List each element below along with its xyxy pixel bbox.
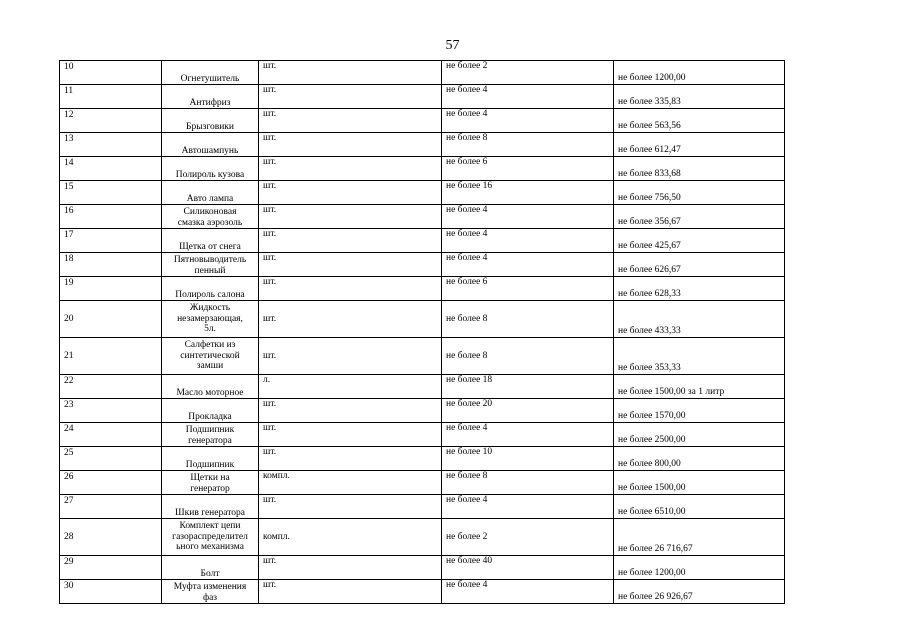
item-price: не более 2500,00 bbox=[614, 423, 785, 447]
table-row bbox=[60, 471, 785, 495]
item-price: не более 626,67 bbox=[614, 253, 785, 277]
item-unit: шт. bbox=[259, 253, 442, 277]
item-price: не более 425,67 bbox=[614, 229, 785, 253]
table-row bbox=[60, 447, 785, 471]
table-row bbox=[60, 338, 785, 375]
row-number: 30 bbox=[60, 580, 162, 604]
item-unit: шт. bbox=[259, 205, 442, 229]
item-unit: шт. bbox=[259, 157, 442, 181]
item-quantity: не более 4 bbox=[442, 229, 614, 253]
row-number: 27 bbox=[60, 495, 162, 519]
table-row bbox=[60, 205, 785, 229]
item-quantity: не более 40 bbox=[442, 556, 614, 580]
row-number: 12 bbox=[60, 109, 162, 133]
row-number: 28 bbox=[60, 519, 162, 556]
row-number: 18 bbox=[60, 253, 162, 277]
item-price: не более 1500,00 за 1 литр bbox=[614, 375, 785, 399]
item-name: Комплект цепи газораспределител ьного механизма bbox=[162, 519, 259, 556]
item-quantity: не более 2 bbox=[442, 519, 614, 556]
item-name: Шкив генератора bbox=[162, 495, 259, 519]
item-quantity: не более 4 bbox=[442, 205, 614, 229]
item-unit: шт. bbox=[259, 85, 442, 109]
item-unit: шт. bbox=[259, 495, 442, 519]
item-name: Подшипник генератора bbox=[162, 423, 259, 447]
item-price: не более 6510,00 bbox=[614, 495, 785, 519]
item-name: Прокладка bbox=[162, 399, 259, 423]
item-unit: шт. bbox=[259, 556, 442, 580]
item-quantity: не более 4 bbox=[442, 495, 614, 519]
item-unit: шт. bbox=[259, 277, 442, 301]
table-row bbox=[60, 556, 785, 580]
item-quantity: не более 8 bbox=[442, 338, 614, 375]
item-name: Муфта изменения фаз bbox=[162, 580, 259, 604]
item-unit: шт. bbox=[259, 301, 442, 338]
row-number: 16 bbox=[60, 205, 162, 229]
item-unit: шт. bbox=[259, 447, 442, 471]
item-name: Брызговики bbox=[162, 109, 259, 133]
page-number: 57 bbox=[445, 38, 460, 53]
item-quantity: не более 4 bbox=[442, 423, 614, 447]
table-row bbox=[60, 580, 785, 604]
item-name: Болт bbox=[162, 556, 259, 580]
item-unit: шт. bbox=[259, 423, 442, 447]
table-row bbox=[60, 61, 785, 85]
row-number: 15 bbox=[60, 181, 162, 205]
item-price: не более 1200,00 bbox=[614, 556, 785, 580]
item-quantity: не более 10 bbox=[442, 447, 614, 471]
table-row bbox=[60, 375, 785, 399]
item-name: Подшипник bbox=[162, 447, 259, 471]
item-unit: шт. bbox=[259, 181, 442, 205]
row-number: 10 bbox=[60, 61, 162, 85]
row-number: 14 bbox=[60, 157, 162, 181]
table-row bbox=[60, 399, 785, 423]
table-row bbox=[60, 495, 785, 519]
table-row bbox=[60, 253, 785, 277]
item-quantity: не более 4 bbox=[442, 85, 614, 109]
row-number: 26 bbox=[60, 471, 162, 495]
item-name: Жидкость незамерзающая, 5л. bbox=[162, 301, 259, 338]
item-name: Полироль кузова bbox=[162, 157, 259, 181]
item-unit: шт. bbox=[259, 229, 442, 253]
item-quantity: не более 4 bbox=[442, 253, 614, 277]
table-row bbox=[60, 181, 785, 205]
row-number: 24 bbox=[60, 423, 162, 447]
item-quantity: не более 16 bbox=[442, 181, 614, 205]
item-name: Авто лампа bbox=[162, 181, 259, 205]
item-price: не более 433,33 bbox=[614, 301, 785, 338]
items-table bbox=[59, 60, 785, 604]
item-quantity: не более 6 bbox=[442, 157, 614, 181]
row-number: 13 bbox=[60, 133, 162, 157]
item-unit: компл. bbox=[259, 471, 442, 495]
table-row bbox=[60, 109, 785, 133]
item-quantity: не более 8 bbox=[442, 133, 614, 157]
item-price: не более 800,00 bbox=[614, 447, 785, 471]
item-price: не более 335,83 bbox=[614, 85, 785, 109]
item-name: Пятновыводитель пенный bbox=[162, 253, 259, 277]
item-name: Масло моторное bbox=[162, 375, 259, 399]
item-unit: шт. bbox=[259, 580, 442, 604]
item-quantity: не более 8 bbox=[442, 471, 614, 495]
item-quantity: не более 4 bbox=[442, 580, 614, 604]
item-name: Автошампунь bbox=[162, 133, 259, 157]
row-number: 19 bbox=[60, 277, 162, 301]
item-unit: компл. bbox=[259, 519, 442, 556]
table-row bbox=[60, 85, 785, 109]
table-row bbox=[60, 133, 785, 157]
table-row bbox=[60, 229, 785, 253]
item-price: не более 563,56 bbox=[614, 109, 785, 133]
item-unit: шт. bbox=[259, 399, 442, 423]
table-row bbox=[60, 423, 785, 447]
item-name: Щетки на генератор bbox=[162, 471, 259, 495]
item-quantity: не более 2 bbox=[442, 61, 614, 85]
item-quantity: не более 8 bbox=[442, 301, 614, 338]
row-number: 17 bbox=[60, 229, 162, 253]
item-price: не более 356,67 bbox=[614, 205, 785, 229]
row-number: 20 bbox=[60, 301, 162, 338]
item-name: Антифриз bbox=[162, 85, 259, 109]
item-price: не более 612,47 bbox=[614, 133, 785, 157]
row-number: 21 bbox=[60, 338, 162, 375]
item-name: Щетка от снега bbox=[162, 229, 259, 253]
table-row bbox=[60, 277, 785, 301]
item-unit: шт. bbox=[259, 133, 442, 157]
table-row bbox=[60, 301, 785, 338]
item-unit: шт. bbox=[259, 61, 442, 85]
item-price: не более 26 716,67 bbox=[614, 519, 785, 556]
item-price: не более 353,33 bbox=[614, 338, 785, 375]
item-name: Огнетушитель bbox=[162, 61, 259, 85]
item-price: не более 1570,00 bbox=[614, 399, 785, 423]
item-name: Полироль салона bbox=[162, 277, 259, 301]
row-number: 29 bbox=[60, 556, 162, 580]
row-number: 25 bbox=[60, 447, 162, 471]
item-unit: шт. bbox=[259, 338, 442, 375]
row-number: 23 bbox=[60, 399, 162, 423]
item-unit: шт. bbox=[259, 109, 442, 133]
item-price: не более 833,68 bbox=[614, 157, 785, 181]
item-price: не более 1200,00 bbox=[614, 61, 785, 85]
item-name: Силиконовая смазка аэрозоль bbox=[162, 205, 259, 229]
item-quantity: не более 20 bbox=[442, 399, 614, 423]
row-number: 22 bbox=[60, 375, 162, 399]
table-row bbox=[60, 157, 785, 181]
item-quantity: не более 18 bbox=[442, 375, 614, 399]
table-row bbox=[60, 519, 785, 556]
item-quantity: не более 6 bbox=[442, 277, 614, 301]
row-number: 11 bbox=[60, 85, 162, 109]
item-unit: л. bbox=[259, 375, 442, 399]
item-price: не более 756,50 bbox=[614, 181, 785, 205]
item-price: не более 26 926,67 bbox=[614, 580, 785, 604]
item-price: не более 628,33 bbox=[614, 277, 785, 301]
item-price: не более 1500,00 bbox=[614, 471, 785, 495]
item-name: Салфетки из синтетической замши bbox=[162, 338, 259, 375]
item-quantity: не более 4 bbox=[442, 109, 614, 133]
